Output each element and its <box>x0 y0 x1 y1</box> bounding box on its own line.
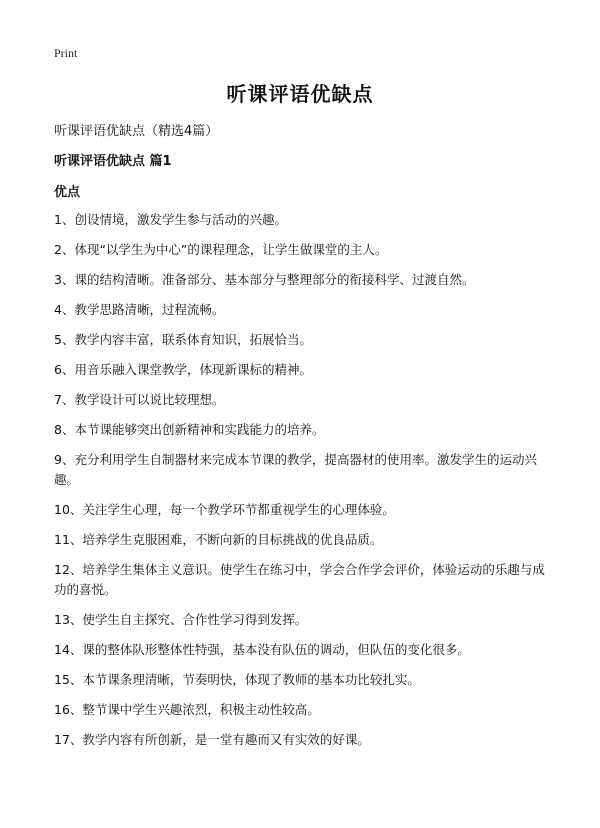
list-item: 1、创设情境，激发学生参与活动的兴趣。 <box>54 212 287 227</box>
list-item: 6、用音乐融入课堂教学，体现新课标的精神。 <box>54 362 312 377</box>
list-item: 4、教学思路清晰，过程流畅。 <box>54 302 225 317</box>
list-item: 7、教学设计可以说比较理想。 <box>54 392 225 407</box>
section-heading: 听课评语优缺点 篇1 <box>54 154 172 169</box>
print-label: Print <box>54 46 78 60</box>
list-item: 13、使学生自主探究、合作性学习得到发挥。 <box>54 612 308 627</box>
list-item: 9、充分利用学生自制器材来完成本节课的教学，提高器材的使用率。激发学生的运动兴趣。 <box>54 452 537 487</box>
document-subtitle: 听课评语优缺点（精选4篇） <box>54 124 219 139</box>
document-title: 听课评语优缺点 <box>226 82 374 106</box>
list-item: 11、培养学生克服困难，不断向新的目标挑战的优良品质。 <box>54 532 383 547</box>
list-item: 16、整节课中学生兴趣浓烈，积极主动性较高。 <box>54 702 320 717</box>
list-item: 5、教学内容丰富，联系体育知识，拓展恰当。 <box>54 332 312 347</box>
list-item: 17、教学内容有所创新，是一堂有趣而又有实效的好课。 <box>54 732 370 747</box>
advantages-list <box>54 210 554 760</box>
group-heading-advantages: 优点 <box>54 185 81 200</box>
list-item: 10、关注学生心理，每一个教学环节都重视学生的心理体验。 <box>54 502 395 517</box>
list-item: 12、培养学生集体主义意识。使学生在练习中，学会合作学会评价，体验运动的乐趣与成功的喜悦。 <box>54 562 545 597</box>
list-item: 2、体现“以学生为中心”的课程理念，让学生做课堂的主人。 <box>54 242 388 257</box>
list-item: 15、本节课条理清晰，节奏明快，体现了教师的基本功比较扎实。 <box>54 672 420 687</box>
list-item: 14、课的整体队形整体性特强，基本没有队伍的调动，但队伍的变化很多。 <box>54 642 470 657</box>
list-item: 3、课的结构清晰。准备部分、基本部分与整理部分的衔接科学、过渡自然。 <box>54 272 475 287</box>
list-item: 8、本节课能够突出创新精神和实践能力的培养。 <box>54 422 325 437</box>
